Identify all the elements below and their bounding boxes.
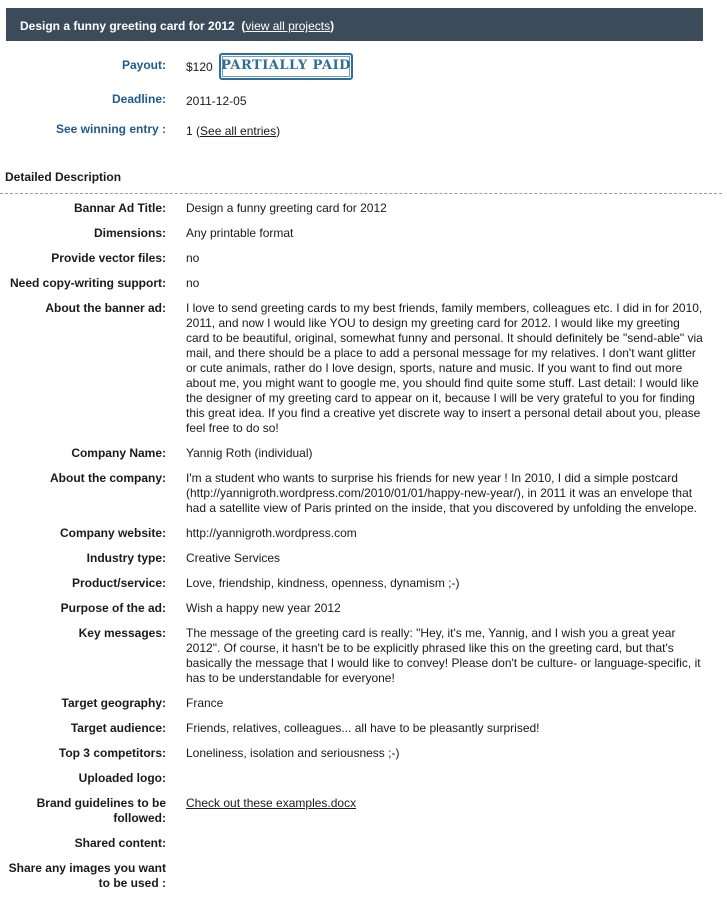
project-title: Design a funny greeting card for 2012 [20,19,235,33]
winning-entry-row [0,122,727,139]
payout-value: $120 [186,60,213,74]
detail-row [0,796,727,826]
detail-row [0,576,727,591]
detail-row [0,836,727,851]
detail-row [0,201,727,216]
deadline-value: 2011-12-05 [186,94,247,108]
detail-value [186,771,706,786]
detail-label: Target audience: [70,721,166,735]
detail-label: Company Name: [71,446,166,460]
detail-value [186,836,706,851]
detail-label: Purpose of the ad: [60,601,166,615]
detail-row [0,251,727,266]
detailed-description [0,201,727,901]
deadline-label: Deadline: [111,92,166,106]
winning-entry-count: 1 [186,124,193,138]
detail-row [0,301,727,436]
winning-entry-value: 1 (See all entries) [186,124,281,138]
detail-value: Design a funny greeting card for 2012 [186,201,387,215]
detail-row [0,746,727,761]
detail-value: Friends, relatives, colleagues... all have to be pleasantly surprised! [186,721,540,735]
deadline-row [0,92,727,109]
detail-value: Creative Services [186,551,281,565]
detail-label: Dimensions: [93,226,166,240]
detail-value: France [186,696,224,710]
detail-value: Love, friendship, kindness, openness, dynamism ;-) [186,576,460,590]
detail-value [186,796,706,826]
detail-value: http://yannigroth.wordpress.com [186,526,357,540]
detail-label: Shared content: [74,836,166,850]
payout-label: Payout: [121,58,166,72]
detail-label: Bannar Ad Title: [73,201,166,215]
detail-value [186,861,706,891]
detail-label: Brand guidelines to be followed: [36,796,166,825]
detail-row [0,721,727,736]
detail-row [0,471,727,516]
partially-paid-stamp: PARTIALLY PAID [219,53,353,80]
detail-row [0,861,727,891]
detail-value: I love to send greeting cards to my best friends, family members, colleagues etc. I did in for 2010, 2011, and now I would like YOU to design my greeting card for 2012. I would like my greeting card to be beautiful, original, somewhat funny and personal. It should definitely be "send-able" via mail, and there should be a place to add a personal message for my relatives. I don't want glitter or cute animals, rather do I love design, sports, nature and music. If you want to find out more about me, you might want to google me, you should find quite some stuff. Last detail: I would like the designer of my greeting card to appear on it, because I will be very grateful to you for finding this great idea. If you find a creative yet discrete way to insert a personal detail about you, please feel free to do so! [186,301,703,435]
winning-entry-label: See winning entry : [55,122,166,136]
section-divider [0,193,722,194]
detail-label: Company website: [59,526,166,540]
detail-label: Industry type: [86,551,166,565]
detail-label: About the company: [50,471,166,485]
detail-row [0,526,727,541]
detail-label: Share any images you want to be used : [8,861,166,890]
detail-label: Need copy-writing support: [10,276,166,290]
payout-row [0,58,727,75]
detail-row [0,276,727,291]
view-all-projects-link[interactable]: view all projects [245,19,331,33]
detail-label: Key messages: [78,626,166,640]
detail-label: Provide vector files: [51,251,166,265]
detail-label: Top 3 competitors: [58,746,166,760]
detail-label: Product/service: [71,576,166,590]
see-all-entries-link[interactable]: See all entries [200,124,277,138]
detail-value: Wish a happy new year 2012 [186,601,341,615]
detail-value: Any printable format [186,226,294,240]
section-title: Detailed Description [5,170,122,184]
detail-label: Uploaded logo: [78,771,166,785]
detail-row [0,626,727,686]
detail-value: The message of the greeting card is really: "Hey, it's me, Yannig, and I wish you a great year 2012". Of course, it hasn't be to be explicitly phrased like this on the greeting card, but that's basically the message that I would like to convey! Please don't be culture- or language-specific, it has to be understandable for everyone! [186,626,701,685]
detail-row [0,771,727,786]
detail-value: no [186,251,200,265]
detail-value: Loneliness, isolation and seriousness ;-) [186,746,400,760]
detail-row [0,551,727,566]
detail-row [0,696,727,711]
detail-value: no [186,276,200,290]
detail-value: I'm a student who wants to surprise his friends for new year ! In 2010, I did a simple postcard (http://yannigroth.wordpress.com/2010/01/01/happy-new-year/), in 2011 it was an envelope that had a satellite view of Paris printed on the inside, that you discovered by unfolding the envelope. [186,471,697,515]
project-header: Design a funny greeting card for 2012 (view all projects) [6,8,703,41]
detail-row [0,446,727,461]
attachment-link[interactable]: Check out these examples.docx [186,796,357,810]
project-summary [0,58,727,156]
detail-label: About the banner ad: [45,301,166,315]
detail-label: Target geography: [61,696,166,710]
detail-value: Yannig Roth (individual) [186,446,313,460]
detail-row [0,601,727,616]
detail-row [0,226,727,241]
